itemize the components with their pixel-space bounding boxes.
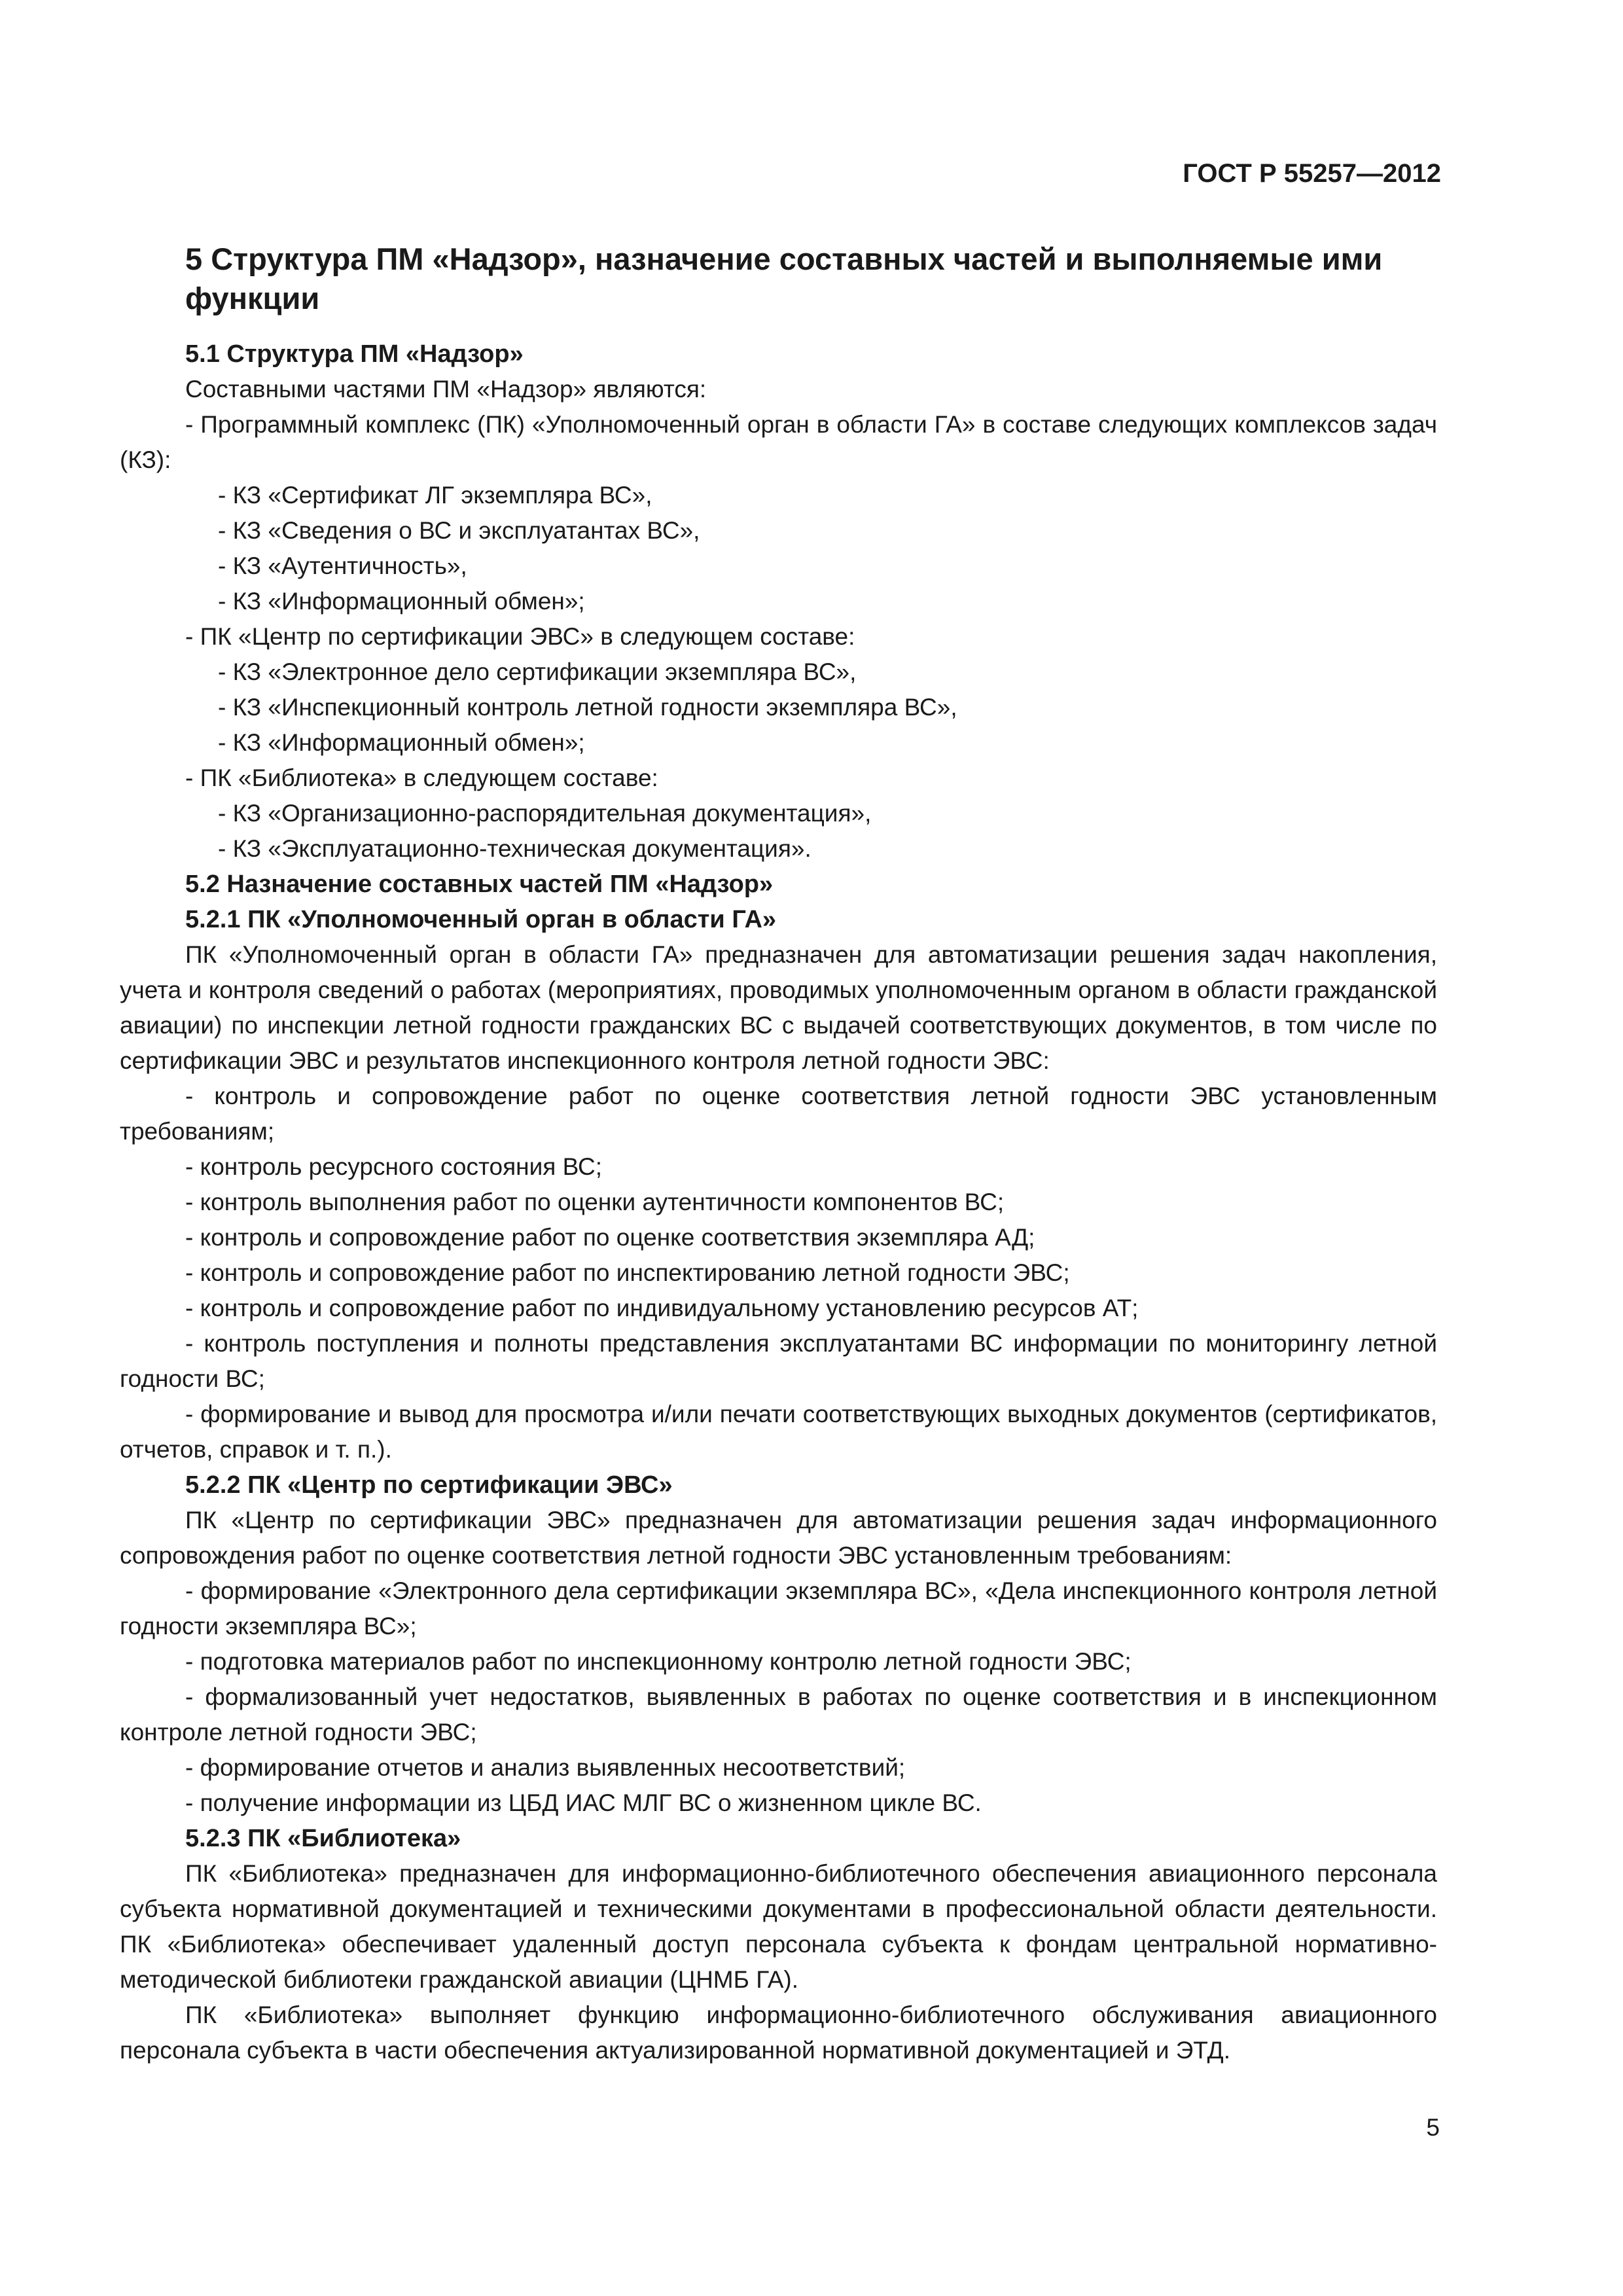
document-body xyxy=(120,240,1437,2068)
page-number: 5 xyxy=(1426,2114,1440,2141)
section-5-1-title: 5.1 Структура ПМ «Надзор» xyxy=(185,340,524,368)
pk1-item: - КЗ «Аутентичность», xyxy=(218,552,467,579)
section-5-2-1-title: 5.2.1 ПК «Уполномоченный орган в области ГА» xyxy=(185,906,777,933)
function-item: - формирование отчетов и анализ выявленных несоответствий; xyxy=(185,1754,906,1781)
pk1-paragraph: - Программный комплекс (ПК) «Уполномоченный орган в области ГА» в составе следующих комплексов задач (КЗ): xyxy=(120,411,1437,473)
pk1-item: - КЗ «Сертификат ЛГ экземпляра ВС», xyxy=(218,482,652,509)
section-5-2-3-title: 5.2.3 ПК «Библиотека» xyxy=(185,1825,461,1852)
function-item: - контроль и сопровождение работ по оценке соответствия экземпляра АД; xyxy=(185,1224,1035,1251)
function-item: - получение информации из ЦБД ИАС МЛГ ВС о жизненном цикле ВС. xyxy=(185,1789,982,1816)
function-item: - формирование и вывод для просмотра и/или печати соответствующих выходных документов (сертификатов, отчетов, справок и т. п.). xyxy=(120,1401,1437,1463)
pk2-item: - КЗ «Информационный обмен»; xyxy=(218,729,585,756)
section-5-2-2-intro: ПК «Центр по сертификации ЭВС» предназначен для автоматизации решения задач информационного сопровождения работ по оценке соответствия летной годности ЭВС установленным требованиям: xyxy=(120,1507,1437,1569)
pk2-paragraph: - ПК «Центр по сертификации ЭВС» в следующем составе: xyxy=(185,623,855,650)
section-5-2-1-intro: ПК «Уполномоченный орган в области ГА» предназначен для автоматизации решения задач накопления, учета и контроля сведений о работах (мероприятиях, проводимых уполномоченным органом в области гражданской авиации) по инспекции летной годности гражданских ВС с выдачей соответствующих документов, в том числе по сертификации ЭВС и результатов инспекционного контроля летной годности ЭВС: xyxy=(120,941,1437,1074)
section-5-1-intro: Составными частями ПМ «Надзор» являются: xyxy=(185,376,707,403)
pk3-item: - КЗ «Эксплуатационно-техническая документация». xyxy=(218,835,812,862)
section-5-2-title: 5.2 Назначение составных частей ПМ «Надзор» xyxy=(185,870,774,898)
pk2-item: - КЗ «Электронное дело сертификации экземпляра ВС», xyxy=(218,658,857,685)
function-item: - контроль поступления и полноты представления эксплуатантами ВС информации по мониторингу летной годности ВС; xyxy=(120,1330,1437,1392)
function-item: - подготовка материалов работ по инспекционному контролю летной годности ЭВС; xyxy=(185,1648,1132,1675)
function-item: - контроль выполнения работ по оценки аутентичности компонентов ВС; xyxy=(185,1189,1005,1215)
pk3-item: - КЗ «Организационно-распорядительная документация», xyxy=(218,800,872,827)
library-paragraph-2: ПК «Библиотека» выполняет функцию информационно-библиотечного обслуживания авиационного персонала субъекта в части обеспечения актуализированной нормативной документацией и ЭТД. xyxy=(120,2001,1437,2064)
pk2-item: - КЗ «Инспекционный контроль летной годности экземпляра ВС», xyxy=(218,694,957,721)
function-item: - контроль ресурсного состояния ВС; xyxy=(185,1153,603,1180)
section-5-title: 5 Структура ПМ «Надзор», назначение составных частей и выполняемые ими функции xyxy=(185,242,1383,315)
library-paragraph-1: ПК «Библиотека» предназначен для информационно-библиотечного обеспечения авиационного персонала субъекта нормативной документацией и техническими документами в профессиональной области деятельности. ПК «Библиотека» обеспечивает удаленный доступ персонала субъекта к фондам центральной нормативно-методической библиотеки гражданской авиации (ЦНМБ ГА). xyxy=(120,1860,1437,1993)
function-item: - формализованный учет недостатков, выявленных в работах по оценке соответствия и в инспекционном контроле летной годности ЭВС; xyxy=(120,1683,1437,1746)
pk1-item: - КЗ «Информационный обмен»; xyxy=(218,588,585,615)
section-5-2-2-title: 5.2.2 ПК «Центр по сертификации ЭВС» xyxy=(185,1471,673,1499)
function-item: - контроль и сопровождение работ по оценке соответствия летной годности ЭВС установленным требованиям; xyxy=(120,1083,1437,1145)
pk1-item: - КЗ «Сведения о ВС и эксплуатантах ВС», xyxy=(218,517,700,544)
pk3-paragraph: - ПК «Библиотека» в следующем составе: xyxy=(185,764,658,791)
function-item: - формирование «Электронного дела сертификации экземпляра ВС», «Дела инспекционного контроля летной годности экземпляра ВС»; xyxy=(120,1577,1437,1640)
document-header: ГОСТ Р 55257—2012 xyxy=(1183,159,1441,188)
function-item: - контроль и сопровождение работ по индивидуальному установлению ресурсов АТ; xyxy=(185,1295,1139,1321)
function-item: - контроль и сопровождение работ по инспектированию летной годности ЭВС; xyxy=(185,1259,1070,1286)
